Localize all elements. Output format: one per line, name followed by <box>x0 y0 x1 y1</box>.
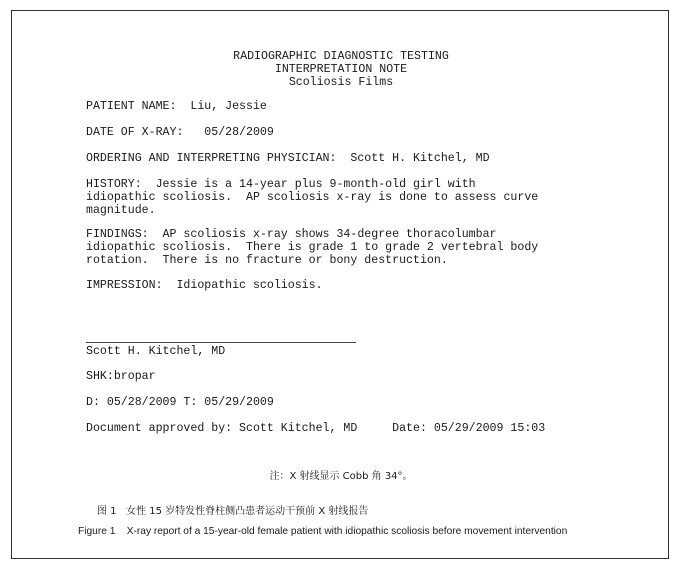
impression: IMPRESSION: Idiopathic scoliosis. <box>86 279 323 292</box>
physician: ORDERING AND INTERPRETING PHYSICIAN: Scott H. Kitchel, MD <box>86 152 490 165</box>
history-line-3: magnitude. <box>86 204 156 217</box>
findings-line-1: FINDINGS: AP scoliosis x-ray shows 34-degree thoracolumbar <box>86 228 497 241</box>
findings-line-2: idiopathic scoliosis. There is grade 1 to grade 2 vertebral body <box>86 241 539 254</box>
patient-name: PATIENT NAME: Liu, Jessie <box>86 100 267 113</box>
date-of-xray: DATE OF X-RAY: 05/28/2009 <box>86 126 274 139</box>
signature-name: Scott H. Kitchel, MD <box>86 345 226 358</box>
transcription-initials: SHK:bropar <box>86 370 156 383</box>
dictation-dates: D: 05/28/2009 T: 05/29/2009 <box>86 396 274 409</box>
figure-caption-cn: 图 1 女性 15 岁特发性脊柱侧凸患者运动干预前 X 射线报告 <box>97 506 369 517</box>
findings-line-3: rotation. There is no fracture or bony destruction. <box>86 254 448 267</box>
report-heading-title: RADIOGRAPHIC DIAGNOSTIC TESTING <box>233 50 449 63</box>
note-caption-cn: 注：X 射线显示 Cobb 角 34°。 <box>269 471 413 482</box>
approval-line: Document approved by: Scott Kitchel, MD Date: 05/29/2009 15:03 <box>86 422 546 435</box>
history-line-2: idiopathic scoliosis. AP scoliosis x-ray is done to assess curve <box>86 191 539 204</box>
report-heading-topic: Scoliosis Films <box>288 76 394 89</box>
report-heading-subtitle: INTERPRETATION NOTE <box>274 63 408 76</box>
figure-caption-en: Figure 1 X-ray report of a 15-year-old female patient with idiopathic scoliosis before movement intervention <box>78 526 568 537</box>
signature-line <box>86 342 356 343</box>
history-line-1: HISTORY: Jessie is a 14-year plus 9-month-old girl with <box>86 178 476 191</box>
